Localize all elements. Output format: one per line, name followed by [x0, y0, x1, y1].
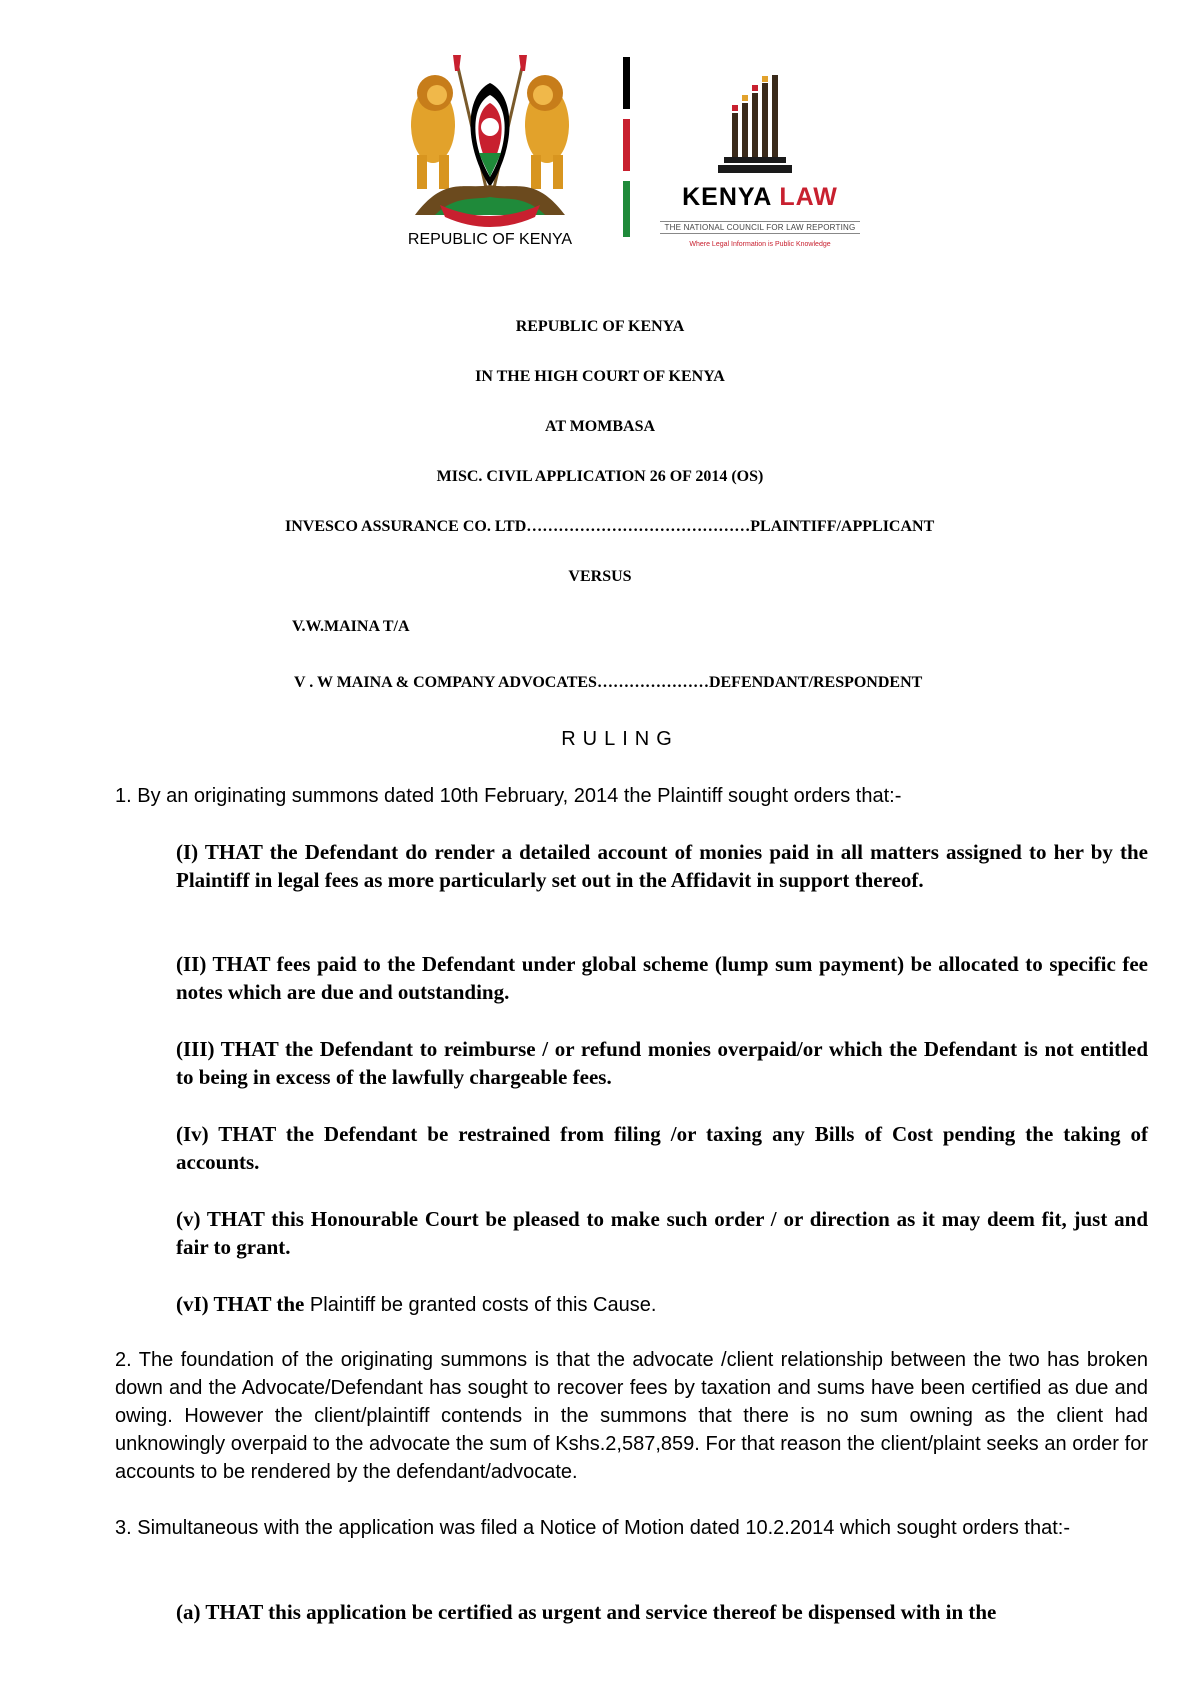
order-ii: (II) THAT fees paid to the Defendant under global scheme (lump sum payment) be allocated to specific fee notes which are due and outstanding.: [176, 952, 1148, 1004]
flag-bar-green: [623, 181, 630, 237]
coat-of-arms-icon: [395, 55, 585, 230]
order-vi: [176, 1290, 1148, 1319]
kenya-law-pillars-icon: [660, 75, 860, 175]
order-iii: (III) THAT the Defendant to reimburse / or refund monies overpaid/or which the Defendant is not entitled to being in excess of the lawfully chargeable fees.: [176, 1037, 1148, 1089]
kenya-law-subtitle: THE NATIONAL COUNCIL FOR LAW REPORTING: [660, 221, 860, 234]
paragraph-3: 3. Simultaneous with the application was filed a Notice of Motion dated 10.2.2014 which sought orders that:-: [115, 1517, 1071, 1539]
order-iv: (Iv) THAT the Defendant be restrained from filing /or taxing any Bills of Cost pending the taking of accounts.: [176, 1122, 1148, 1174]
defendant-line-1: V.W.MAINA T/A: [292, 618, 410, 635]
order-i: (I) THAT the Defendant do render a detailed account of monies paid in all matters assigned to her by the Plaintiff in legal fees as more particularly set out in the Affidavit in support thereof.: [176, 840, 1148, 892]
heading-court: IN THE HIGH COURT OF KENYA: [475, 368, 725, 385]
flag-bar-black: [623, 57, 630, 109]
heading-republic: REPUBLIC OF KENYA: [515, 318, 685, 335]
flag-bar-red: [623, 119, 630, 171]
kenya-law-word-law: LAW: [779, 183, 838, 211]
flag-color-bar: [623, 57, 630, 247]
order-v: (v) THAT this Honourable Court be pleased to make such order / or direction as it may deem fit, just and fair to grant.: [176, 1207, 1148, 1259]
ruling-title: RULING: [561, 728, 679, 750]
paragraph-2: 2. The foundation of the originating summons is that the advocate /client relationship between the two has broken down and the Advocate/Defendant has sought to recover fees by taxation and sums have been certified as due and owing. However the client/plaintiff contends in the summons that there is no sum owning as the client had unknowingly overpaid to the advocate the sum of Kshs.2,587,859. For that reason the client/plaint seeks an order for accounts to be rendered by the defendant/advocate.: [115, 1349, 1148, 1483]
versus-label: VERSUS: [568, 568, 632, 585]
kenya-law-logo: [660, 75, 860, 255]
order-vi-bold: (vI) THAT the: [176, 1292, 305, 1316]
heading-case-number: MISC. CIVIL APPLICATION 26 OF 2014 (OS): [436, 468, 764, 485]
kenya-law-tagline: Where Legal Information is Public Knowledge: [689, 241, 831, 248]
kenya-law-word-kenya: KENYA: [682, 183, 772, 211]
paragraph-1: 1. By an originating summons dated 10th February, 2014 the Plaintiff sought orders that:-: [115, 785, 902, 807]
defendant-line-2: V . W MAINA & COMPANY ADVOCATES…………………DEFENDANT/RESPONDENT: [294, 674, 923, 691]
header-logos: [395, 55, 875, 255]
order-a: (a) THAT this application be certified as urgent and service thereof be dispensed with in the: [176, 1600, 997, 1624]
coat-of-arms-caption: REPUBLIC OF KENYA: [407, 231, 573, 248]
heading-location: AT MOMBASA: [544, 418, 656, 435]
coat-of-arms-logo: [395, 55, 585, 255]
kenya-law-wordmark: [660, 183, 860, 212]
plaintiff-line: INVESCO ASSURANCE CO. LTD……………………………………PLAINTIFF/APPLICANT: [285, 518, 935, 535]
order-vi-normal: Plaintiff be granted costs of this Cause.: [304, 1294, 657, 1316]
